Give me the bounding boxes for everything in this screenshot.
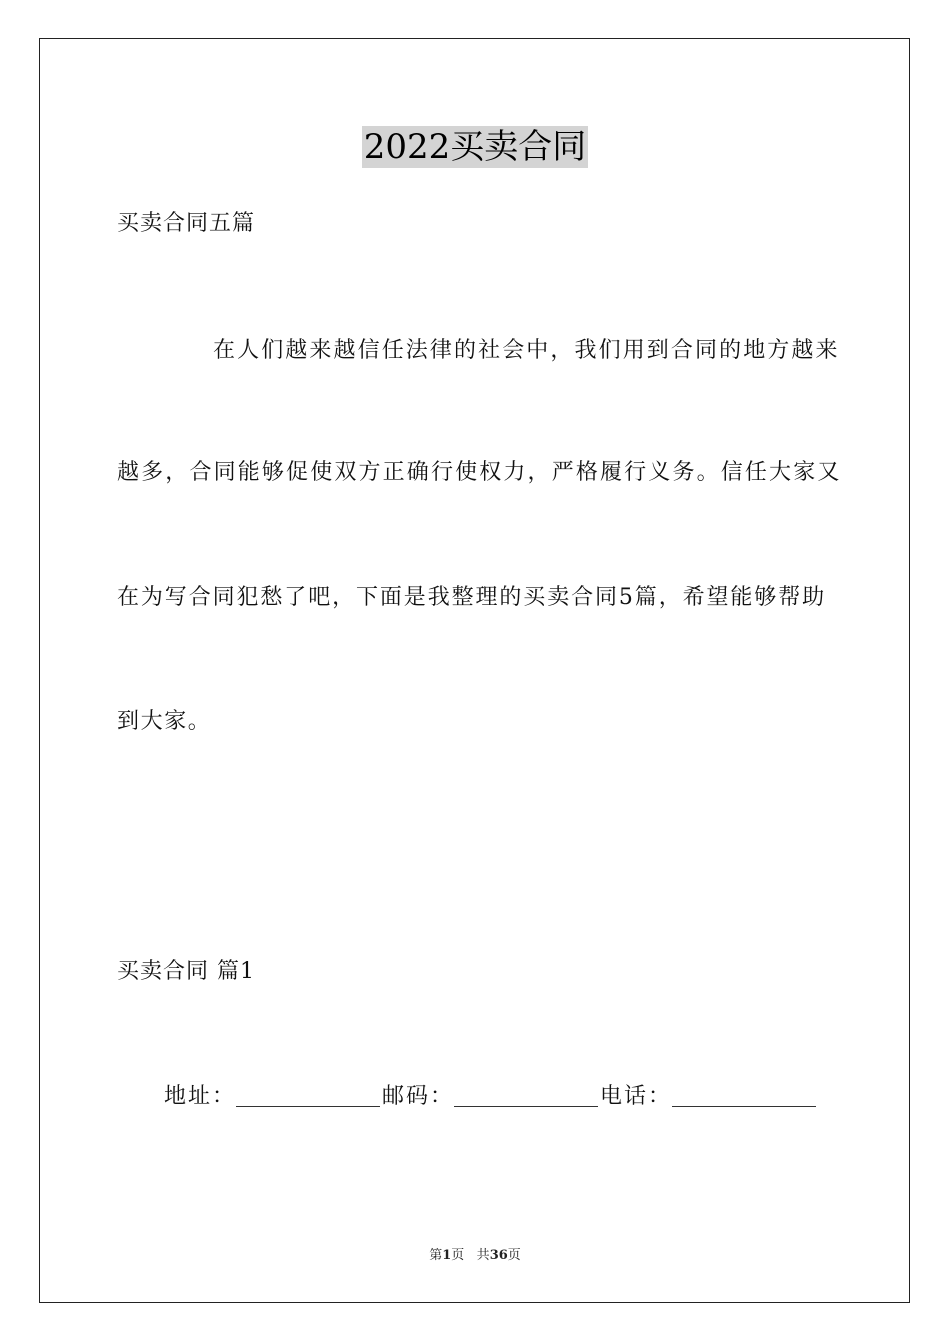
phone-blank[interactable] (672, 1084, 816, 1107)
document-subtitle: 买卖合同五篇 (117, 211, 256, 236)
contact-row (164, 1082, 818, 1112)
postcode-blank[interactable] (454, 1084, 598, 1107)
intro-line-1: 在人们越来越信任法律的社会中，我们用到合同的地方越来 (213, 338, 840, 363)
title-container (0, 126, 950, 168)
address-blank[interactable] (236, 1084, 380, 1107)
postcode-label: 邮码： (382, 1084, 455, 1109)
footer-current-page: 1 (442, 1248, 452, 1263)
footer-page-prefix: 第 (429, 1248, 443, 1263)
page-footer (0, 1247, 950, 1265)
footer-total-prefix: 共 (476, 1248, 490, 1263)
document-title: 2022买卖合同 (363, 127, 587, 167)
address-label: 地址： (164, 1084, 237, 1109)
footer-total-suffix: 页 (507, 1248, 521, 1263)
section-heading: 买卖合同 篇1 (117, 959, 255, 984)
intro-line-3: 在为写合同犯愁了吧，下面是我整理的买卖合同5篇，希望能够帮助 (117, 585, 826, 610)
footer-total-pages: 36 (489, 1248, 508, 1263)
phone-label: 电话： (600, 1084, 673, 1109)
intro-line-2: 越多，合同能够促使双方正确行使权力，严格履行义务。信任大家又 (117, 460, 842, 485)
footer-page-suffix: 页 (451, 1248, 465, 1263)
intro-line-4: 到大家。 (117, 709, 212, 734)
